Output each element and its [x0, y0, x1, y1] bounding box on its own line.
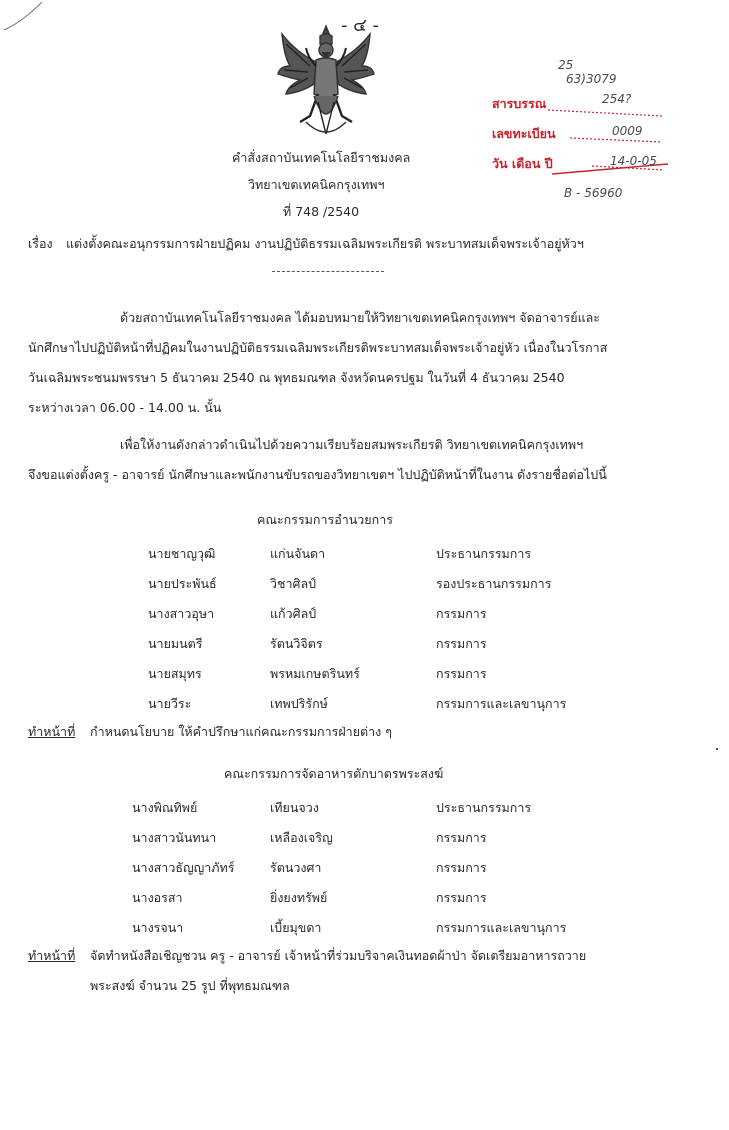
para2-line1: เพื่อให้งานดังกล่าวดำเนินไปด้วยความเรียบร้อยสมพระเกียรติ วิทยาเขตเทคนิคกรุงเทพฯ — [120, 437, 584, 452]
member-first-name: นางอรสา — [132, 890, 183, 905]
para1-line1: ด้วยสถาบันเทคโนโลยีราชมงคล ได้มอบหมายให้วิทยาเขตเทคนิคกรุงเทพฯ จัดอาจารย์และ — [120, 310, 601, 325]
handwritten-bottom-code: B - 56960 — [564, 186, 623, 200]
member-first-name: นางพิณทิพย์ — [132, 800, 198, 815]
member-last-name: ยิ่งยงทรัพย์ — [270, 890, 328, 905]
handwritten-date: 14-0-05 — [610, 154, 657, 168]
order-issuer: คำสั่งสถาบันเทคโนโลยีราชมงคล — [232, 150, 411, 165]
garuda-emblem-icon — [276, 22, 376, 144]
order-campus: วิทยาเขตเทคนิคกรุงเทพฯ — [248, 177, 385, 192]
order-number: ที่ 748 /2540 — [283, 204, 360, 219]
member-role: กรรมการและเลขานุการ — [436, 696, 567, 711]
handwritten-top-number: 25 — [558, 58, 574, 72]
member-last-name: เทพปริรักษ์ — [270, 696, 328, 711]
member-role: กรรมการ — [436, 860, 487, 875]
member-role: ประธานกรรมการ — [436, 546, 532, 561]
scan-dust-mark — [716, 748, 718, 750]
committee2-duty-label: ทำหน้าที่ — [28, 948, 76, 963]
handwritten-register-number: 0009 — [612, 124, 643, 138]
para1-line2: นักศึกษาไปปฏิบัติหน้าที่ปฏิคมในงานปฏิบัติธรรมเฉลิมพระเกียรติพระบาทสมเด็จพระเจ้าอยู่หัว เนื่องในวโรกาส — [28, 340, 608, 355]
member-role: กรรมการ — [436, 666, 487, 681]
committee1-duty-label: ทำหน้าที่ — [28, 724, 76, 739]
committee2-title: คณะกรรมการจัดอาหารตักบาตรพระสงฆ์ — [224, 766, 444, 781]
member-last-name: วิชาศิลป์ — [270, 576, 317, 591]
member-first-name: นางสาวนันทนา — [132, 830, 217, 845]
page-number: - ๔ - — [340, 15, 380, 36]
member-role: กรรมการและเลขานุการ — [436, 920, 567, 935]
member-last-name: แก้วศิลป์ — [270, 606, 317, 621]
member-first-name: นายวีระ — [148, 696, 192, 711]
member-first-name: นายสมุทร — [148, 666, 202, 681]
stamp-group-label: สารบรรณ — [492, 96, 547, 111]
member-first-name: นางสาวธัญญาภัทร์ — [132, 860, 235, 875]
member-role: กรรมการ — [436, 606, 487, 621]
committee1-duty: กำหนดนโยบาย ให้คำปรึกษาแก่คณะกรรมการฝ่ายต่าง ๆ — [90, 724, 392, 739]
member-role: กรรมการ — [436, 890, 487, 905]
member-role: ประธานกรรมการ — [436, 800, 532, 815]
subject-label: เรื่อง — [28, 236, 53, 251]
member-last-name: รัตนวิจิตร — [270, 636, 323, 651]
member-role: รองประธานกรรมการ — [436, 576, 552, 591]
stamp-register-label: เลขทะเบียน — [492, 126, 556, 141]
committee1-title: คณะกรรมการอำนวยการ — [257, 512, 393, 527]
subject-text: แต่งตั้งคณะอนุกรรมการฝ่ายปฏิคม งานปฏิบัติธรรมเฉลิมพระเกียรติ พระบาทสมเด็จพระเจ้าอยู่หัวฯ — [66, 236, 584, 251]
member-last-name: แก่นจันดา — [270, 546, 326, 561]
committee2-duty-line2: พระสงฆ์ จำนวน 25 รูป ที่พุทธมณฑล — [90, 978, 290, 993]
member-first-name: นายมนตรี — [148, 636, 203, 651]
member-first-name: นายชาญวุฒิ — [148, 546, 216, 561]
member-first-name: นายประพันธ์ — [148, 576, 217, 591]
member-first-name: นางรจนา — [132, 920, 184, 935]
member-role: กรรมการ — [436, 636, 487, 651]
member-last-name: เหลืองเจริญ — [270, 830, 333, 845]
para2-line2: จึงขอแต่งตั้งครู - อาจารย์ นักศึกษาและพนักงานขับรถของวิทยาเขตฯ ไปปฏิบัติหน้าที่ในงาน ดังรายชื่อต่อไปนี้ — [28, 467, 607, 482]
subject-divider — [272, 271, 384, 272]
scan-corner-mark-icon — [0, 0, 60, 40]
registration-stamp — [492, 58, 682, 208]
member-last-name: เทียนจวง — [270, 800, 319, 815]
committee2-duty-line1: จัดทำหนังสือเชิญชวน ครู - อาจารย์ เจ้าหน้าที่ร่วมบริจาคเงินทอดผ้าป่า จัดเตรียมอาหารถวาย — [90, 948, 587, 963]
stamp-date-label: วัน เดือน ปี — [492, 156, 553, 171]
member-first-name: นางสาวอุษา — [148, 606, 215, 621]
para1-line4: ระหว่างเวลา 06.00 - 14.00 น. นั้น — [28, 400, 222, 415]
handwritten-code: 63)3079 — [566, 72, 617, 86]
member-last-name: พรหมเกษตรินทร์ — [270, 666, 360, 681]
para1-line3: วันเฉลิมพระชนมพรรษา 5 ธันวาคม 2540 ณ พุทธมณฑล จังหวัดนครปฐม ในวันที่ 4 ธันวาคม 2540 — [28, 370, 565, 385]
handwritten-group-number: 254? — [602, 92, 632, 106]
member-last-name: เบี้ยมุขดา — [270, 920, 322, 935]
member-role: กรรมการ — [436, 830, 487, 845]
member-last-name: รัตนวงศา — [270, 860, 322, 875]
